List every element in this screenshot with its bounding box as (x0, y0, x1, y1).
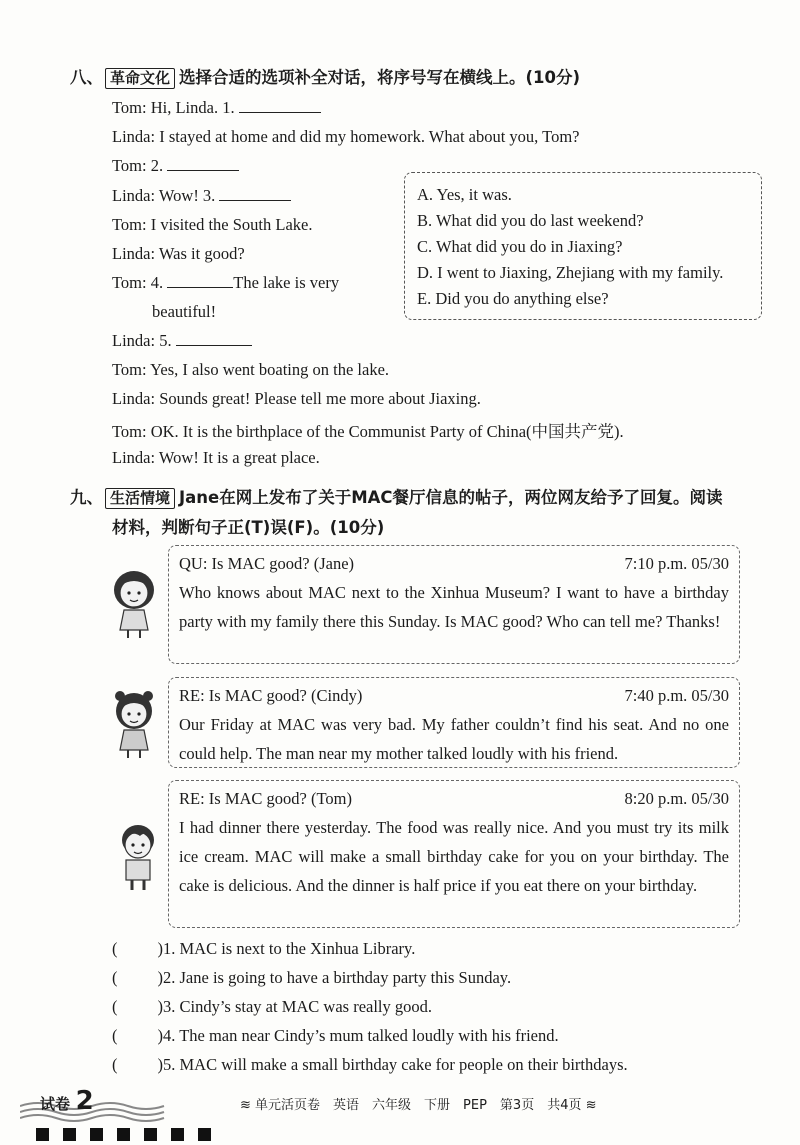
dialogue-line-4: Linda: Wow! 3. (112, 186, 291, 206)
mark (117, 1128, 130, 1141)
tom-avatar-icon (110, 818, 166, 890)
section-8-instruction: 选择合适的选项补全对话，将序号写在横线上。(10分) (179, 68, 581, 87)
mark (198, 1128, 211, 1141)
post-cindy (168, 677, 740, 768)
answer-blank-3[interactable] (219, 186, 291, 201)
dialogue-line-9: Linda: 5. (112, 331, 252, 351)
option-c: C. What did you do in Jiaxing? (417, 237, 623, 256)
post-time: 7:10 p.m. 05/30 (624, 554, 729, 573)
dialogue-line-6: Linda: Was it good? (112, 244, 245, 263)
cindy-avatar-icon (106, 686, 162, 758)
dialogue-line-8: beautiful! (152, 302, 217, 321)
answer-blank-2[interactable] (167, 156, 239, 171)
statement-5[interactable]: ( )5. MAC will make a small birthday cake for people on their birthdays. (112, 1055, 628, 1074)
dialogue-line-10: Tom: Yes, I also went boating on the lake. (112, 360, 390, 379)
dialogue-line-13: Linda: Wow! It is a great place. (112, 448, 320, 467)
post-time: 7:40 p.m. 05/30 (624, 686, 729, 705)
post-body: I had dinner there yesterday. The food was really nice. And you must try its milk ice cream. MAC will make a small birthday cake for you on your birthday. The cake is delicious. And the dinner is half price if you eat there on your birthday. (179, 818, 729, 895)
registration-marks (36, 1128, 211, 1141)
dialogue-line-2: Linda: I stayed at home and did my homework. What about you, Tom? (112, 127, 580, 146)
answer-blank-5[interactable] (176, 331, 252, 346)
answer-blank-4[interactable] (167, 273, 233, 288)
post-header: RE: Is MAC good? (Tom) (179, 789, 353, 808)
statement-1[interactable]: ( )1. MAC is next to the Xinhua Library. (112, 939, 416, 958)
statement-2[interactable]: ( )2. Jane is going to have a birthday party this Sunday. (112, 968, 512, 987)
dialogue-line-7: Tom: 4. The lake is very (112, 273, 340, 292)
option-e: E. Did you do anything else? (417, 289, 609, 308)
section-9-instruction: Jane在网上发布了关于MAC餐厅信息的帖子，两位网友给予了回复。阅读 (179, 488, 723, 507)
statement-3[interactable]: ( )3. Cindy’s stay at MAC was really good. (112, 997, 433, 1016)
options-box (404, 172, 762, 320)
section-9-number: 九、 (70, 488, 103, 507)
section-9-tag: 生活情境 (105, 488, 175, 509)
answer-blank-1[interactable] (239, 98, 321, 113)
jane-avatar-icon (106, 566, 162, 638)
post-tom (168, 780, 740, 928)
dialogue-line-11: Linda: Sounds great! Please tell me more about Jiaxing. (112, 389, 481, 408)
mark (63, 1128, 76, 1141)
section-9-title (70, 484, 723, 509)
option-b: B. What did you do last weekend? (417, 211, 644, 230)
section-8-tag: 革命文化 (105, 68, 175, 89)
dialogue-line-1: Tom: Hi, Linda. 1. (112, 98, 321, 118)
mark (144, 1128, 157, 1141)
post-time: 8:20 p.m. 05/30 (624, 789, 729, 808)
post-header: RE: Is MAC good? (Cindy) (179, 686, 363, 705)
option-d: D. I went to Jiaxing, Zhejiang with my family. (417, 263, 724, 282)
footer-info: ≋ 单元活页卷 英语 六年级 下册 PEP 第3页 共4页 ≋ (240, 1098, 597, 1113)
mark (36, 1128, 49, 1141)
statement-4[interactable]: ( )4. The man near Cindy’s mum talked loudly with his friend. (112, 1026, 559, 1045)
post-body: Our Friday at MAC was very bad. My father couldn’t find his seat. And no one could help. The man near my mother talked loudly with his friend. (179, 715, 729, 763)
post-jane (168, 545, 740, 664)
page-label-text: 试卷 (40, 1095, 71, 1113)
section-8-number: 八、 (70, 68, 103, 87)
dialogue-line-12: Tom: OK. It is the birthplace of the Communist Party of China(中国共产党). (112, 422, 624, 441)
post-body: Who knows about MAC next to the Xinhua Museum? I want to have a birthday party with my family there this Sunday. Is MAC good? Who can tell me? Thanks! (179, 583, 729, 631)
mark (90, 1128, 103, 1141)
dialogue-line-5: Tom: I visited the South Lake. (112, 215, 313, 234)
section-9-instruction-2: 材料，判断句子正(T)误(F)。(10分) (112, 518, 385, 537)
page-number: 2 (75, 1086, 94, 1116)
page-label (40, 1086, 94, 1116)
section-8-title (70, 64, 580, 89)
mark (171, 1128, 184, 1141)
post-header: QU: Is MAC good? (Jane) (179, 554, 355, 573)
dialogue-line-3: Tom: 2. (112, 156, 239, 176)
option-a: A. Yes, it was. (417, 185, 512, 204)
